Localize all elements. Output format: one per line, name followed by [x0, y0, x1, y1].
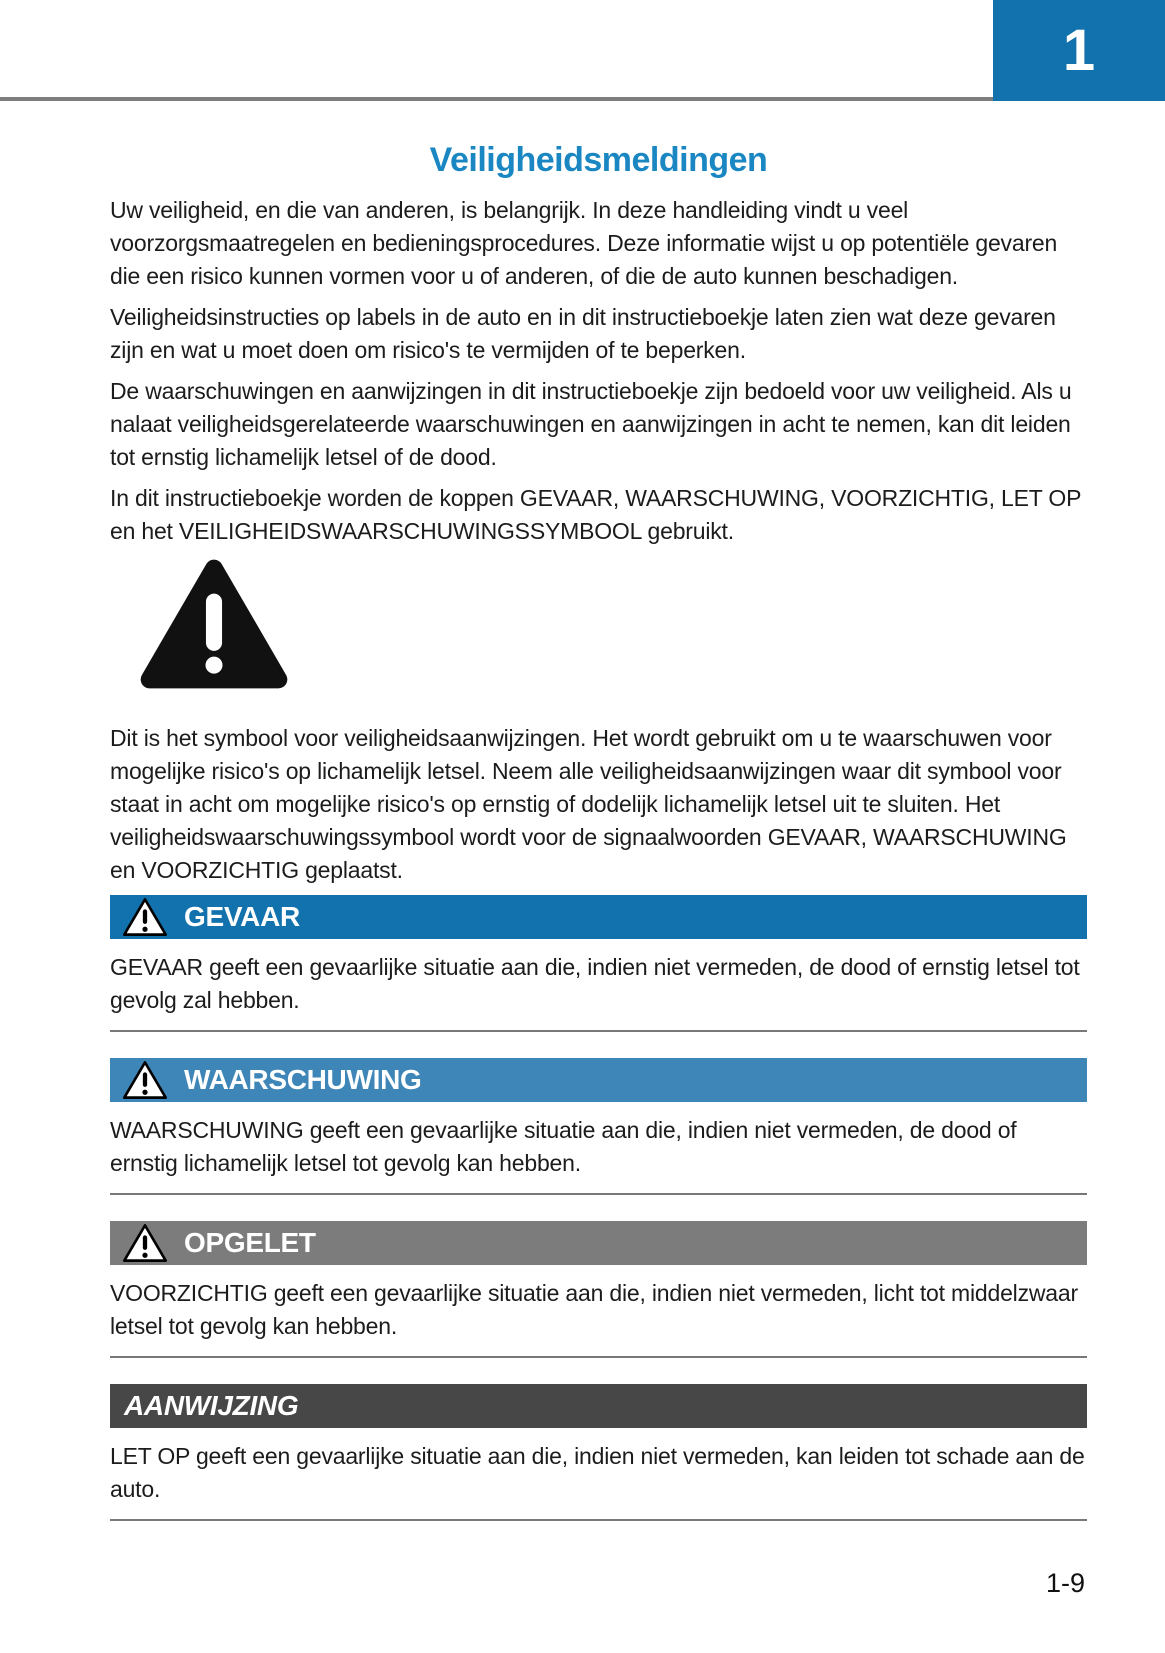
chapter-number: 1	[1062, 17, 1096, 83]
opgelet-body: VOORZICHTIG geeft een gevaarlijke situatie aan die, indien niet vermeden, licht tot middelzwaar letsel tot gevolg kan hebben.	[110, 1280, 1078, 1339]
callout-opgelet	[110, 1221, 1087, 1358]
warning-triangle-icon	[122, 896, 168, 938]
opgelet-banner	[110, 1221, 1087, 1265]
callout-aanwijzing	[110, 1384, 1087, 1521]
section-divider	[110, 1030, 1087, 1032]
safety-alert-symbol-icon	[138, 556, 290, 692]
callout-waarschuwing	[110, 1058, 1087, 1195]
waarschuwing-label: WAARSCHUWING	[184, 1064, 422, 1095]
aanwijzing-label: AANWIJZING	[124, 1390, 299, 1421]
aanwijzing-body: LET OP geeft een gevaarlijke situatie aan die, indien niet vermeden, kan leiden tot schade aan de auto.	[110, 1443, 1085, 1502]
gevaar-label: GEVAAR	[184, 901, 300, 932]
intro-paragraph-4: In dit instructieboekje worden de koppen GEVAAR, WAARSCHUWING, VOORZICHTIG, LET OP en het VEILIGHEIDSWAARSCHUWINGSSYMBOOL gebruikt.	[110, 485, 1081, 544]
page-title: Veiligheidsmeldingen	[429, 141, 768, 179]
chapter-tab	[993, 0, 1165, 101]
section-divider	[110, 1193, 1087, 1195]
page-number: 1-9	[1045, 1568, 1085, 1598]
waarschuwing-body: WAARSCHUWING geeft een gevaarlijke situatie aan die, indien niet vermeden, de dood of ernstig lichamelijk letsel tot gevolg kan hebben.	[110, 1117, 1017, 1176]
intro-paragraph-2: Veiligheidsinstructies op labels in de auto en in dit instructieboekje laten zien wat deze gevaren zijn en wat u moet doen om risico's te vermijden of te beperken.	[110, 304, 1056, 363]
intro-paragraph-3: De waarschuwingen en aanwijzingen in dit instructieboekje zijn bedoeld voor uw veiligheid. Als u nalaat veiligheidsgerelateerde waarschuwingen en aanwijzingen in acht te nemen, kan dit leiden tot ernstig lichamelijk letsel of de dood.	[110, 378, 1072, 470]
gevaar-body: GEVAAR geeft een gevaarlijke situatie aan die, indien niet vermeden, de dood of ernstig letsel tot gevolg zal hebben.	[110, 954, 1080, 1013]
aanwijzing-banner	[110, 1384, 1087, 1428]
waarschuwing-banner	[110, 1058, 1087, 1102]
warning-triangle-icon	[122, 1222, 168, 1264]
callout-gevaar	[110, 895, 1087, 1032]
symbol-paragraph: Dit is het symbool voor veiligheidsaanwijzingen. Het wordt gebruikt om u te waarschuwen voor mogelijke risico's op lichamelijk letsel. Neem alle veiligheidsaanwijzingen waar dit symbool voor staat in acht om mogelijke risico's op ernstig of dodelijk lichamelijk letsel uit te sluiten. Het veiligheidswaarschuwingssymbool wordt voor de signaalwoorden GEVAAR, WAARSCHUWING en VOORZICHTIG geplaatst.	[110, 725, 1067, 883]
section-divider	[110, 1356, 1087, 1358]
gevaar-banner	[110, 895, 1087, 939]
page-content	[0, 101, 1165, 1547]
intro-paragraph-1: Uw veiligheid, en die van anderen, is belangrijk. In deze handleiding vindt u veel voorzorgsmaatregelen en bedieningsprocedures. Deze informatie wijst u op potentiële gevaren die een risico kunnen vormen voor u of anderen, of die de auto kunnen beschadigen.	[110, 197, 1058, 289]
section-divider	[110, 1519, 1087, 1521]
opgelet-label: OPGELET	[184, 1227, 316, 1258]
warning-triangle-icon	[122, 1059, 168, 1101]
